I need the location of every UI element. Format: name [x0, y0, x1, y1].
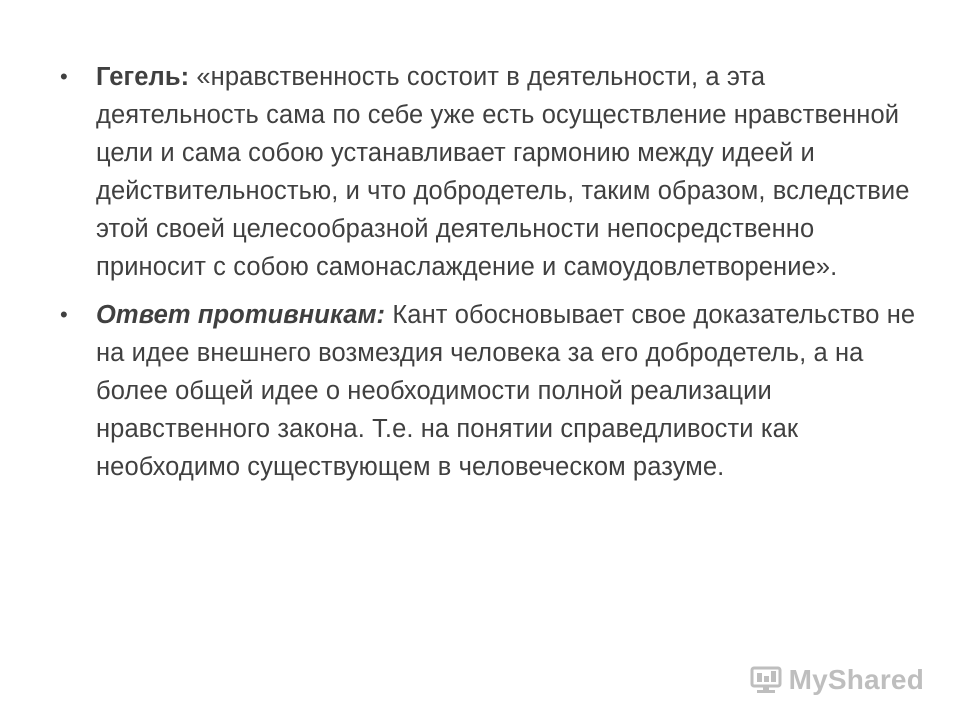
bullet-item-hegel	[60, 58, 920, 286]
myshared-logo-icon	[749, 665, 783, 695]
bullet-lead: Гегель:	[96, 63, 190, 91]
watermark-text: MyShared	[788, 664, 924, 695]
bullet-list	[60, 58, 920, 496]
bullet-lead: Ответ противникам:	[96, 301, 386, 329]
watermark	[749, 664, 924, 696]
bullet-item-reply	[60, 296, 920, 486]
bullet-text: Кант обосновывает свое доказательство не на идее внешнего возмездия человека за его добродетель, а на более общей идее о необходимости полной реализации нравственного закона. Т.е. на понятии справедливости как необходимо существующем в человеческом разуме.	[96, 301, 916, 481]
bullet-text: «нравственность состоит в деятельности, а эта деятельность сама по себе уже есть осуществление нравственной цели и сама собою устанавливает гармонию между идеей и действительностью, и что добродетель, таким образом, вследствие этой своей целесообразной деятельности непосредственно приносит с собою самонаслаждение и самоудовлетворение».	[96, 63, 910, 281]
bullet-marker: •	[60, 302, 68, 327]
bullet-marker: •	[60, 64, 68, 89]
